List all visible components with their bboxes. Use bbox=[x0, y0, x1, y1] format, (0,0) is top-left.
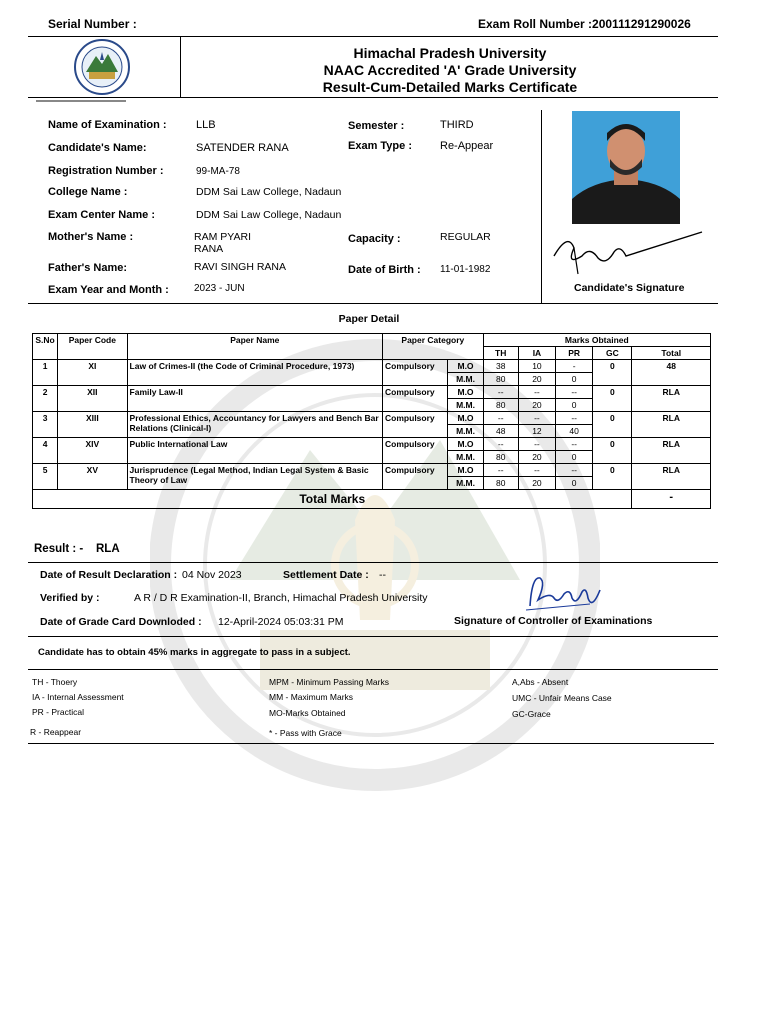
total-cell: 48 bbox=[632, 360, 711, 386]
exam-roll-label: Exam Roll Number : bbox=[478, 17, 593, 31]
mo-label-cell: M.O bbox=[448, 386, 483, 399]
total-cell: RLA bbox=[632, 438, 711, 464]
table-row bbox=[33, 438, 711, 451]
pr-max-cell: 0 bbox=[556, 399, 593, 412]
father-name-value: RAVI SINGH RANA bbox=[194, 261, 286, 273]
ia-obtained-cell: 10 bbox=[518, 360, 555, 373]
mm-label-cell: M.M. bbox=[448, 425, 483, 438]
controller-signature bbox=[520, 570, 610, 614]
th-obtained-cell: -- bbox=[483, 464, 518, 477]
mother-name-line2: RANA bbox=[194, 243, 224, 255]
college-name-value: DDM Sai Law College, Nadaun bbox=[196, 186, 342, 198]
th-obtained-cell: -- bbox=[483, 386, 518, 399]
paper-detail-title: Paper Detail bbox=[338, 313, 400, 325]
capacity-value: REGULAR bbox=[440, 231, 491, 243]
th-obtained-cell: -- bbox=[483, 412, 518, 425]
verified-by-label: Verified by : bbox=[40, 592, 100, 604]
legend-gc: GC-Grace bbox=[512, 709, 551, 719]
paper-category-cell: Compulsory bbox=[383, 386, 448, 412]
pr-obtained-cell: -- bbox=[556, 438, 593, 451]
registration-value: 99-MA-78 bbox=[196, 166, 240, 177]
result-declaration-label: Date of Result Declaration : bbox=[40, 569, 178, 581]
paper-category-cell: Compulsory bbox=[383, 360, 448, 386]
gc-cell: 0 bbox=[593, 360, 632, 386]
exam-center-value: DDM Sai Law College, Nadaun bbox=[196, 209, 342, 221]
university-logo bbox=[72, 38, 132, 96]
header-paper-code: Paper Code bbox=[58, 334, 127, 360]
serial-number-label: Serial Number : bbox=[48, 17, 137, 31]
legend-umc: UMC - Unfair Means Case bbox=[512, 693, 612, 703]
marks-table bbox=[32, 333, 711, 509]
table-row bbox=[33, 360, 711, 373]
header-sno: S.No bbox=[33, 334, 58, 360]
paper-code-cell: XI bbox=[58, 360, 127, 386]
logo-caption-line bbox=[36, 100, 126, 102]
ia-max-cell: 20 bbox=[518, 399, 555, 412]
verified-by-value: A R / D R Examination-II, Branch, Himachal Pradesh University bbox=[134, 592, 428, 604]
total-cell: RLA bbox=[632, 464, 711, 490]
pr-max-cell: 40 bbox=[556, 425, 593, 438]
ia-max-cell: 12 bbox=[518, 425, 555, 438]
th-max-cell: 80 bbox=[483, 451, 518, 464]
th-max-cell: 80 bbox=[483, 477, 518, 490]
result-value: RLA bbox=[96, 543, 120, 555]
mo-label-cell: M.O bbox=[448, 464, 483, 477]
naac-accreditation: NAAC Accredited 'A' Grade University bbox=[323, 62, 577, 78]
ia-obtained-cell: -- bbox=[518, 438, 555, 451]
ia-max-cell: 20 bbox=[518, 451, 555, 464]
gc-cell: 0 bbox=[593, 386, 632, 412]
ia-obtained-cell: -- bbox=[518, 386, 555, 399]
th-max-cell: 80 bbox=[483, 399, 518, 412]
mm-label-cell: M.M. bbox=[448, 373, 483, 386]
table-row bbox=[33, 464, 711, 477]
candidate-name-label: Candidate's Name: bbox=[48, 142, 147, 154]
total-cell: RLA bbox=[632, 386, 711, 412]
header-paper-name: Paper Name bbox=[127, 334, 383, 360]
controller-signature-label: Signature of Controller of Examinations bbox=[454, 615, 653, 627]
certificate-title: Result-Cum-Detailed Marks Certificate bbox=[322, 79, 578, 95]
pr-max-cell: 0 bbox=[556, 477, 593, 490]
mm-label-cell: M.M. bbox=[448, 399, 483, 412]
mm-label-cell: M.M. bbox=[448, 477, 483, 490]
gc-cell: 0 bbox=[593, 438, 632, 464]
total-marks-value: - bbox=[632, 490, 711, 509]
father-name-label: Father's Name: bbox=[48, 262, 128, 274]
header-th: TH bbox=[483, 347, 518, 360]
candidate-name-value: SATENDER RANA bbox=[196, 142, 289, 154]
th-obtained-cell: 38 bbox=[483, 360, 518, 373]
table-row bbox=[33, 386, 711, 399]
mm-label-cell: M.M. bbox=[448, 451, 483, 464]
legend-abs: A,Abs - Absent bbox=[512, 677, 569, 687]
university-name: Himachal Pradesh University bbox=[353, 45, 547, 61]
legend-pr: PR - Practical bbox=[32, 707, 84, 717]
capacity-label: Capacity : bbox=[348, 233, 401, 245]
sno-cell: 4 bbox=[33, 438, 58, 464]
paper-code-cell: XIII bbox=[58, 412, 127, 438]
legend-ia: IA - Internal Assessment bbox=[32, 692, 124, 702]
candidate-signature bbox=[548, 226, 708, 278]
paper-code-cell: XV bbox=[58, 464, 127, 490]
pr-obtained-cell: -- bbox=[556, 386, 593, 399]
registration-label: Registration Number : bbox=[48, 165, 164, 177]
header-ia: IA bbox=[518, 347, 555, 360]
pr-max-cell: 0 bbox=[556, 451, 593, 464]
mother-name-line1: RAM PYARI bbox=[194, 231, 251, 243]
header-total: Total bbox=[632, 347, 711, 360]
mo-label-cell: M.O bbox=[448, 412, 483, 425]
legend-mpm: MPM - Minimum Passing Marks bbox=[269, 677, 389, 687]
th-obtained-cell: -- bbox=[483, 438, 518, 451]
legend-r: R - Reappear bbox=[30, 727, 82, 737]
exam-center-label: Exam Center Name : bbox=[48, 209, 155, 221]
semester-value: THIRD bbox=[440, 119, 474, 131]
paper-name-cell: Jurisprudence (Legal Method, Indian Legal System & Basic Theory of Law bbox=[127, 464, 383, 490]
pr-obtained-cell: -- bbox=[556, 412, 593, 425]
paper-category-cell: Compulsory bbox=[383, 464, 448, 490]
exam-type-label: Exam Type : bbox=[348, 140, 412, 152]
download-date-label: Date of Grade Card Downloded : bbox=[40, 616, 202, 628]
result-declaration-value: 04 Nov 2023 bbox=[182, 569, 242, 581]
legend-mo: MO-Marks Obtained bbox=[269, 708, 346, 718]
ia-obtained-cell: -- bbox=[518, 464, 555, 477]
total-marks-label: Total Marks bbox=[33, 490, 632, 509]
paper-category-cell: Compulsory bbox=[383, 412, 448, 438]
th-max-cell: 80 bbox=[483, 373, 518, 386]
pr-obtained-cell: -- bbox=[556, 464, 593, 477]
exam-type-value: Re-Appear bbox=[440, 140, 494, 152]
legend-th: TH - Thoery bbox=[32, 677, 78, 687]
exam-name-value: LLB bbox=[196, 119, 216, 131]
sno-cell: 2 bbox=[33, 386, 58, 412]
legend-mm: MM - Maximum Marks bbox=[269, 692, 354, 702]
dob-label: Date of Birth : bbox=[348, 264, 421, 276]
pr-obtained-cell: - bbox=[556, 360, 593, 373]
paper-code-cell: XIV bbox=[58, 438, 127, 464]
settlement-date-label: Settlement Date : bbox=[283, 569, 369, 581]
exam-roll-value: 200111291290026 bbox=[592, 17, 691, 31]
th-max-cell: 48 bbox=[483, 425, 518, 438]
ia-max-cell: 20 bbox=[518, 373, 555, 386]
header-pr: PR bbox=[556, 347, 593, 360]
paper-name-cell: Family Law-II bbox=[127, 386, 383, 412]
pass-criteria-note: Candidate has to obtain 45% marks in aggregate to pass in a subject. bbox=[38, 647, 351, 658]
sno-cell: 3 bbox=[33, 412, 58, 438]
mo-label-cell: M.O bbox=[448, 360, 483, 373]
header-gc: GC bbox=[593, 347, 632, 360]
paper-category-cell: Compulsory bbox=[383, 438, 448, 464]
legend-grace: * - Pass with Grace bbox=[269, 728, 342, 738]
result-label: Result : - bbox=[34, 543, 84, 555]
gc-cell: 0 bbox=[593, 412, 632, 438]
exam-year-label: Exam Year and Month : bbox=[48, 284, 169, 296]
semester-label: Semester : bbox=[348, 120, 405, 132]
sno-cell: 5 bbox=[33, 464, 58, 490]
exam-year-value: 2023 - JUN bbox=[194, 283, 245, 294]
sno-cell: 1 bbox=[33, 360, 58, 386]
ia-obtained-cell: -- bbox=[518, 412, 555, 425]
table-row bbox=[33, 412, 711, 425]
paper-name-cell: Professional Ethics, Accountancy for Lawyers and Bench Bar Relations (Clinical-I) bbox=[127, 412, 383, 438]
paper-name-cell: Law of Crimes-II (the Code of Criminal Procedure, 1973) bbox=[127, 360, 383, 386]
dob-value: 11-01-1982 bbox=[440, 264, 491, 275]
header-marks-obtained: Marks Obtained bbox=[483, 334, 710, 347]
college-name-label: College Name : bbox=[48, 186, 128, 198]
mother-name-label: Mother's Name : bbox=[48, 231, 134, 243]
exam-roll-number bbox=[478, 17, 691, 31]
pr-max-cell: 0 bbox=[556, 373, 593, 386]
header-paper-category: Paper Category bbox=[383, 334, 484, 360]
candidate-signature-label: Candidate's Signature bbox=[574, 282, 685, 294]
gc-cell: 0 bbox=[593, 464, 632, 490]
paper-name-cell: Public International Law bbox=[127, 438, 383, 464]
candidate-photo bbox=[572, 111, 680, 224]
mo-label-cell: M.O bbox=[448, 438, 483, 451]
paper-code-cell: XII bbox=[58, 386, 127, 412]
exam-name-label: Name of Examination : bbox=[48, 119, 167, 131]
download-date-value: 12-April-2024 05:03:31 PM bbox=[218, 616, 344, 628]
ia-max-cell: 20 bbox=[518, 477, 555, 490]
settlement-date-value: -- bbox=[379, 569, 386, 581]
total-cell: RLA bbox=[632, 412, 711, 438]
